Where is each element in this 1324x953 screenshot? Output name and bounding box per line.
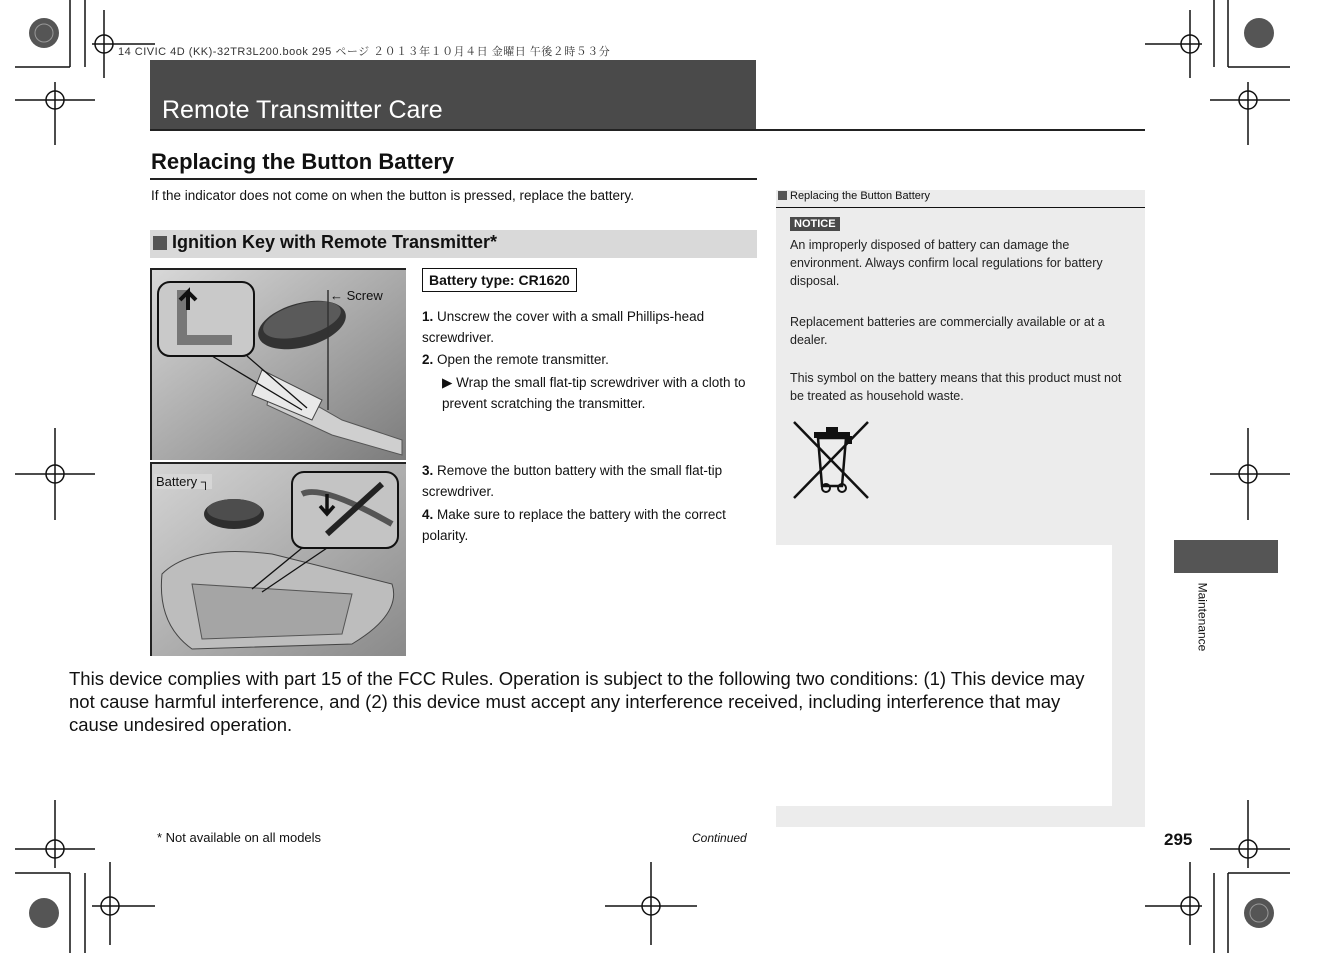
section-title: Replacing the Button Battery [151,149,455,174]
color-dot-icon [1244,18,1274,48]
step-number: 4. [422,507,434,522]
color-dot-icon [29,18,59,48]
step-text: Unscrew the cover with a small Phillips-head screwdriver. [422,309,705,345]
registration-mark-icon [1210,800,1290,868]
play-arrow-icon: ▶ [442,375,453,390]
registration-mark-icon [1210,428,1290,520]
registration-mark-icon [1210,82,1290,145]
intro-text: If the indicator does not come on when the button is pressed, replace the battery. [151,188,635,203]
step-tip-text: Wrap the small flat-tip screwdriver with a cloth to prevent scratching the transmitter. [442,375,746,411]
notice-badge: NOTICE [790,217,840,231]
step-number: 3. [422,463,434,478]
subsection-title: Ignition Key with Remote Transmitter* [172,232,498,252]
footnote: * Not available on all models [157,830,322,845]
sidebar-heading-text: Replacing the Button Battery [790,190,931,202]
registration-mark-icon [92,10,155,78]
screw-label: Screw [346,288,383,303]
page-title: Remote Transmitter Care [162,96,443,124]
registration-mark-icon [605,862,697,945]
battery-type-box: Battery type: CR1620 [422,268,577,292]
notice-text: An improperly disposed of battery can damage the environment. Always confirm local regulations for battery disposal. [790,238,1103,288]
page-number: 295 [1164,830,1193,849]
registration-mark-icon [15,428,95,520]
print-header: 14 CIVIC 4D (KK)-32TR3L200.book 295 ページ ２０１３年１０月４日 金曜日 午後２時５３分 [118,46,611,58]
bracket-pointer-icon: ┐ [200,474,211,489]
registration-mark-icon [1145,862,1202,945]
registration-mark-icon [92,862,155,945]
registration-mark-icon [15,82,95,145]
battery-label: Battery [156,474,198,489]
color-dot-icon [1244,898,1274,928]
continued-label: Continued [692,831,747,845]
step-text: Remove the button battery with the small flat-tip screwdriver. [422,463,723,499]
step-text: Open the remote transmitter. [437,352,609,367]
arrow-left-icon: ← [330,288,343,303]
registration-mark-icon [1145,10,1202,78]
color-dot-icon [29,898,59,928]
registration-mark-icon [15,800,95,868]
sidebar-para-1: Replacement batteries are commercially available or at a dealer. [790,315,1105,347]
fcc-statement: This device complies with part 15 of the FCC Rules. Operation is subject to the following two conditions: (1) This device may not cause harmful interference, and (2) this device must accept any interference received, including interference that may cause undesired operation. [69,668,1085,735]
step-number: 2. [422,352,434,367]
chapter-tab-label: Maintenance [1195,582,1210,652]
sidebar-para-2: This symbol on the battery means that this product must not be treated as household waste. [790,371,1122,403]
step-text: Make sure to replace the battery with the correct polarity. [422,507,726,543]
step-number: 1. [422,309,434,324]
